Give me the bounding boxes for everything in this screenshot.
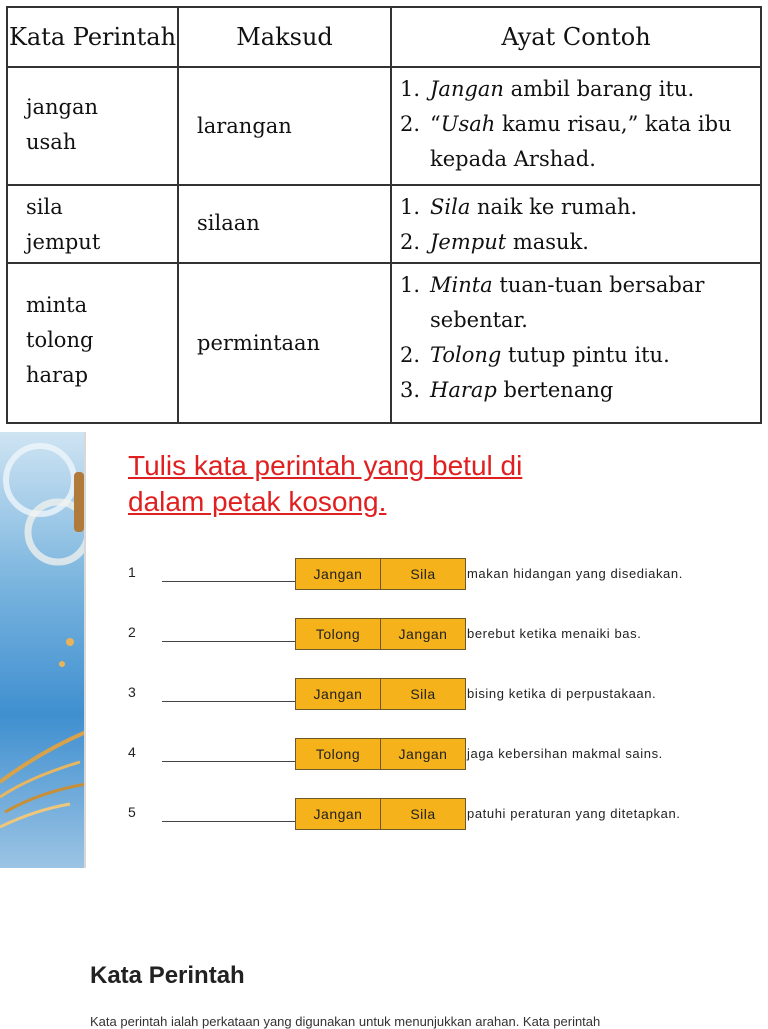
question-number: 1	[128, 564, 136, 580]
answer-blank[interactable]	[162, 581, 296, 582]
table-row	[7, 263, 761, 423]
command-word: harap	[26, 363, 89, 387]
question-number: 3	[128, 684, 136, 700]
example-rest: masuk.	[506, 230, 589, 254]
example-text	[430, 338, 760, 373]
command-word: jangan	[26, 95, 99, 119]
meaning-cell: permintaan	[178, 263, 391, 423]
question-row	[0, 678, 768, 710]
example-keyword: Harap	[430, 378, 497, 402]
table-row	[7, 67, 761, 185]
question-number: 5	[128, 804, 136, 820]
example-keyword: Minta	[430, 273, 493, 297]
question-row	[0, 738, 768, 770]
answer-option[interactable]: Jangan	[380, 618, 466, 650]
question-number: 4	[128, 744, 136, 760]
article-title: Kata Perintah	[90, 962, 245, 989]
example-text	[430, 225, 760, 260]
command-word: jemput	[26, 230, 101, 254]
answer-blank[interactable]	[162, 761, 296, 762]
article-body: Kata perintah ialah perkataan yang digunakan untuk menunjukkan arahan. Kata perintah	[90, 1014, 601, 1029]
example-rest: bertenang	[496, 378, 614, 402]
worksheet-panel	[0, 432, 768, 868]
example-rest: naik ke rumah.	[470, 195, 638, 219]
answer-blank[interactable]	[162, 701, 296, 702]
header-maksud: Maksud	[178, 7, 391, 67]
example-keyword: Jangan	[430, 77, 504, 101]
examples-cell	[391, 67, 761, 185]
example-rest: tutup pintu itu.	[501, 343, 670, 367]
example-number: 1.	[400, 77, 421, 101]
table-header-row	[7, 7, 761, 67]
question-row	[0, 558, 768, 590]
answer-option[interactable]: Tolong	[295, 738, 381, 770]
instruction-line: dalam petak kosong.	[128, 486, 387, 517]
example-keyword: Sila	[430, 195, 471, 219]
example-keyword: Tolong	[430, 343, 502, 367]
words-cell	[7, 263, 178, 423]
example-rest: ambil barang itu.	[503, 77, 695, 101]
example-continuation: sebentar.	[430, 308, 528, 332]
answer-option[interactable]: Sila	[380, 678, 466, 710]
question-sentence: berebut ketika menaiki bas.	[467, 626, 642, 641]
example-number: 2.	[400, 112, 421, 136]
worksheet-instruction	[128, 448, 688, 520]
example-line	[400, 338, 760, 373]
example-text	[430, 72, 760, 107]
question-number: 2	[128, 624, 136, 640]
command-word: usah	[26, 130, 77, 154]
example-line	[400, 190, 760, 225]
examples-cell	[391, 263, 761, 423]
example-rest: kamu risau,” kata ibu	[495, 112, 732, 136]
example-line	[400, 72, 760, 107]
words-cell	[7, 67, 178, 185]
example-number: 2.	[400, 343, 421, 367]
example-quote: “	[430, 112, 441, 136]
answer-blank[interactable]	[162, 821, 296, 822]
command-word: minta	[26, 293, 88, 317]
table-row	[7, 185, 761, 263]
words-cell	[7, 185, 178, 263]
command-word: tolong	[26, 328, 94, 352]
kata-perintah-table-section	[0, 0, 768, 430]
question-sentence: patuhi peraturan yang ditetapkan.	[467, 806, 681, 821]
example-number: 1.	[400, 273, 421, 297]
example-number: 3.	[400, 378, 421, 402]
example-text	[430, 190, 760, 225]
example-rest: tuan-tuan bersabar	[492, 273, 705, 297]
examples-cell	[391, 185, 761, 263]
example-number: 2.	[400, 230, 421, 254]
example-line	[400, 268, 760, 303]
meaning-cell: silaan	[178, 185, 391, 263]
answer-option[interactable]: Sila	[380, 798, 466, 830]
header-ayat-contoh: Ayat Contoh	[391, 7, 761, 67]
answer-option[interactable]: Jangan	[295, 798, 381, 830]
answer-option[interactable]: Sila	[380, 558, 466, 590]
example-keyword: Usah	[440, 112, 496, 136]
question-sentence: bising ketika di perpustakaan.	[467, 686, 657, 701]
question-row	[0, 798, 768, 830]
answer-option[interactable]: Tolong	[295, 618, 381, 650]
answer-option[interactable]: Jangan	[295, 678, 381, 710]
example-number: 1.	[400, 195, 421, 219]
example-line	[400, 373, 760, 408]
example-line	[400, 107, 760, 142]
kata-perintah-table	[6, 6, 762, 424]
example-continuation: kepada Arshad.	[430, 147, 596, 171]
question-row	[0, 618, 768, 650]
example-line	[400, 225, 760, 260]
instruction-line: Tulis kata perintah yang betul di	[128, 450, 523, 481]
meaning-cell: larangan	[178, 67, 391, 185]
answer-option[interactable]: Jangan	[380, 738, 466, 770]
question-sentence: jaga kebersihan makmal sains.	[467, 746, 663, 761]
question-sentence: makan hidangan yang disediakan.	[467, 566, 683, 581]
answer-option[interactable]: Jangan	[295, 558, 381, 590]
example-text	[430, 268, 760, 303]
example-keyword: Jemput	[430, 230, 507, 254]
example-text	[430, 107, 760, 142]
example-text	[430, 373, 760, 408]
command-word: sila	[26, 195, 63, 219]
answer-blank[interactable]	[162, 641, 296, 642]
header-kata-perintah: Kata Perintah	[7, 7, 178, 67]
